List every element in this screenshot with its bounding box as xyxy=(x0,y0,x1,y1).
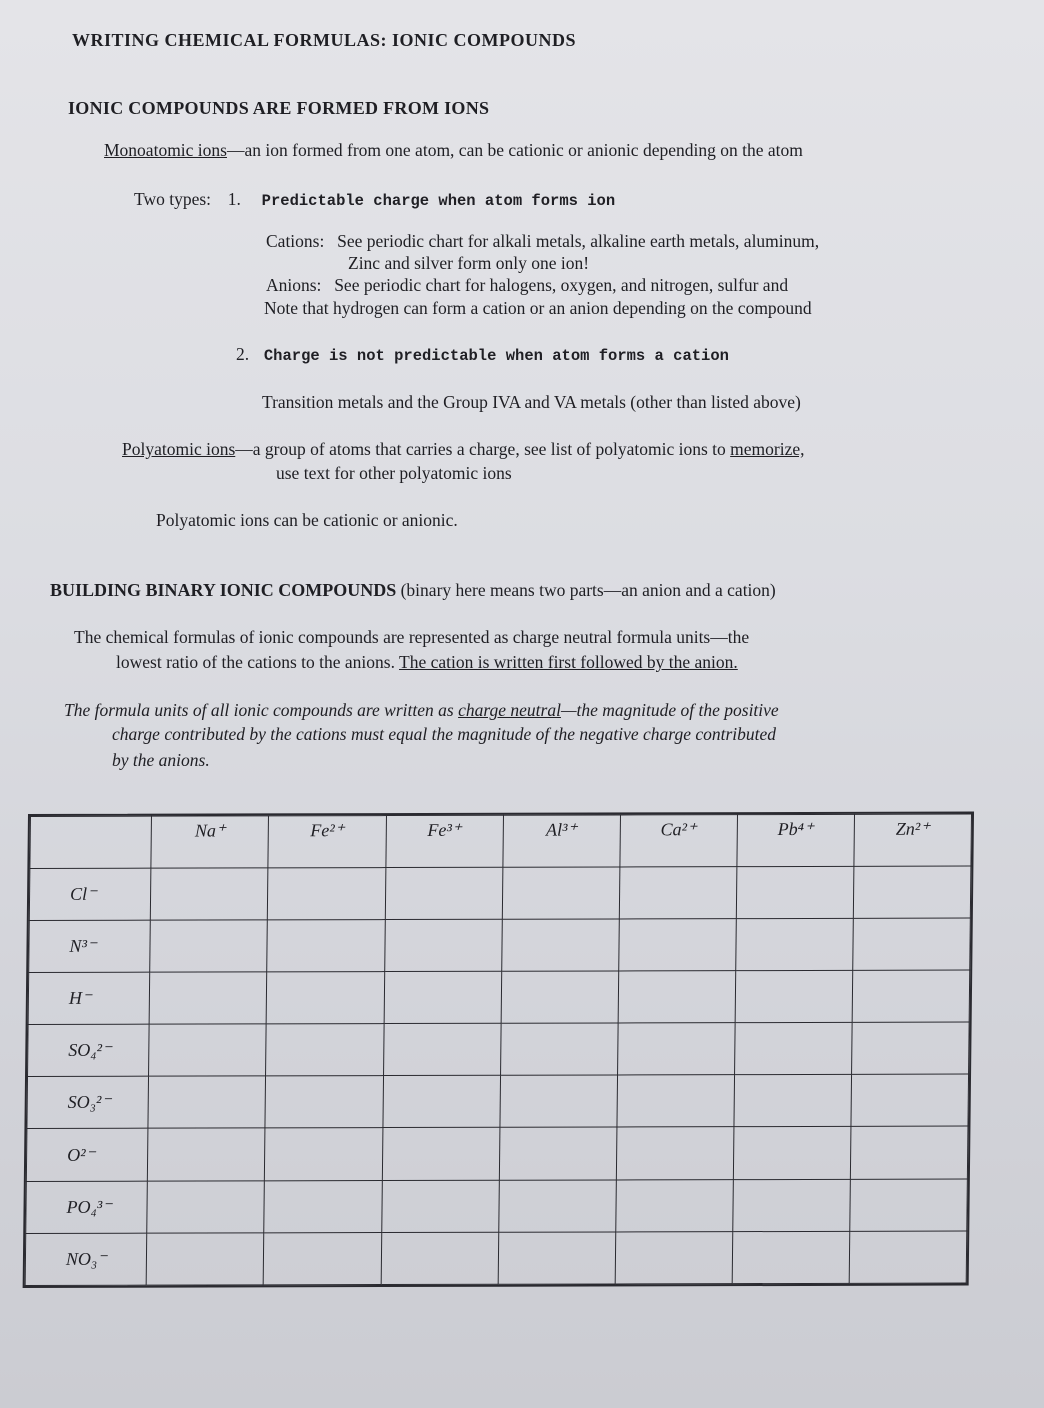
monoatomic-line xyxy=(104,140,803,161)
anions-label: Anions: xyxy=(266,275,322,295)
answer-cell[interactable] xyxy=(735,970,853,1022)
answer-cell[interactable] xyxy=(264,1180,382,1232)
anion-header: SO₄²⁻ xyxy=(28,1024,150,1076)
item2-text: Transition metals and the Group IVA and VA metals (other than listed above) xyxy=(262,392,801,412)
formula-grid xyxy=(25,814,972,1286)
answer-cell[interactable] xyxy=(615,1231,733,1284)
answer-cell[interactable] xyxy=(499,1127,617,1179)
answer-cell[interactable] xyxy=(147,1180,265,1232)
answer-cell[interactable] xyxy=(618,971,736,1023)
answer-cell[interactable] xyxy=(264,1232,382,1285)
answer-cell[interactable] xyxy=(149,972,267,1024)
table-row xyxy=(26,1126,968,1181)
anion-header: Cl⁻ xyxy=(29,868,151,920)
answer-cell[interactable] xyxy=(382,1128,500,1180)
answer-cell[interactable] xyxy=(853,918,971,970)
anion-header: SO₃²⁻ xyxy=(27,1076,149,1128)
section-heading-binary xyxy=(50,580,776,601)
answer-cell[interactable] xyxy=(735,918,853,970)
table-row xyxy=(28,970,970,1025)
binary-heading: BUILDING BINARY IONIC COMPOUNDS xyxy=(50,580,397,600)
answer-cell[interactable] xyxy=(734,1022,852,1074)
table-row xyxy=(28,1022,970,1077)
table-header-row xyxy=(30,814,972,868)
corner-cell xyxy=(30,816,152,868)
answer-cell[interactable] xyxy=(850,1179,968,1231)
answer-cell[interactable] xyxy=(384,919,502,971)
answer-cell[interactable] xyxy=(384,971,502,1023)
anion-header: NO₃⁻ xyxy=(25,1233,147,1286)
table-row xyxy=(26,1179,968,1234)
cation-header: Ca²⁺ xyxy=(620,815,738,867)
anion-header: N³⁻ xyxy=(29,920,151,972)
cation-header: Fe³⁺ xyxy=(385,815,503,867)
para2-line1b: charge neutral xyxy=(458,700,561,720)
cation-header: Na⁺ xyxy=(151,816,269,868)
answer-cell[interactable] xyxy=(852,970,970,1022)
item2-title: Charge is not predictable when atom forms a cation xyxy=(263,347,729,365)
cation-header: Pb⁴⁺ xyxy=(737,814,855,866)
answer-cell[interactable] xyxy=(267,919,385,971)
polyatomic-line2: use text for other polyatomic ions xyxy=(276,463,512,483)
binary-heading-note: (binary here means two parts—an anion and a cation) xyxy=(396,580,776,600)
para1-line1: The chemical formulas of ionic compounds are represented as charge neutral formula units—the xyxy=(74,627,750,647)
answer-cell[interactable] xyxy=(617,1075,735,1127)
memorize-word: memorize, xyxy=(730,439,805,459)
answer-cell[interactable] xyxy=(501,919,619,971)
cations-line2: Zinc and silver form only one ion! xyxy=(348,253,590,273)
answer-cell[interactable] xyxy=(265,1128,383,1180)
answer-cell[interactable] xyxy=(382,1076,500,1128)
answer-cell[interactable] xyxy=(381,1180,499,1232)
answer-cell[interactable] xyxy=(732,1231,850,1284)
cation-header: Fe²⁺ xyxy=(268,816,386,868)
para2-line1 xyxy=(64,700,779,721)
item1-title: Predictable charge when atom forms ion xyxy=(261,192,616,210)
anions-line xyxy=(266,275,788,296)
answer-cell[interactable] xyxy=(619,866,737,918)
cations-text: See periodic chart for alkali metals, alkaline earth metals, aluminum, xyxy=(337,231,820,251)
anion-header: O²⁻ xyxy=(26,1129,148,1181)
answer-cell[interactable] xyxy=(498,1180,616,1232)
answer-cell[interactable] xyxy=(383,1023,501,1075)
answer-cell[interactable] xyxy=(266,1024,384,1076)
anions-text: See periodic chart for halogens, oxygen, and nitrogen, sulfur and xyxy=(334,275,789,295)
answer-cell[interactable] xyxy=(851,1074,969,1126)
polyatomic-definition: —a group of atoms that carries a charge, see list of polyatomic ions to xyxy=(235,439,731,459)
ionic-formula-table xyxy=(23,812,974,1288)
para2-line1c: —the magnitude of the positive xyxy=(560,700,779,720)
cation-header: Al³⁺ xyxy=(503,815,621,867)
table-row xyxy=(29,866,971,921)
monoatomic-definition: —an ion formed from one atom, can be cationic or anionic depending on the atom xyxy=(226,140,803,160)
anion-header: H⁻ xyxy=(28,972,150,1024)
para1-line2 xyxy=(116,652,738,673)
para2-line1a: The formula units of all ionic compounds are written as xyxy=(64,700,459,720)
answer-cell[interactable] xyxy=(268,867,386,919)
table-row xyxy=(25,1231,967,1286)
answer-cell[interactable] xyxy=(265,1076,383,1128)
answer-cell[interactable] xyxy=(734,1075,852,1127)
answer-cell[interactable] xyxy=(150,920,268,972)
para1-line2a: lowest ratio of the cations to the anions. xyxy=(116,652,400,672)
monoatomic-term: Monoatomic ions xyxy=(104,140,227,160)
cation-header: Zn²⁺ xyxy=(854,814,972,866)
answer-cell[interactable] xyxy=(736,866,854,918)
para1-line2b: The cation is written first followed by the anion. xyxy=(399,652,738,672)
section-heading-ions: IONIC COMPOUNDS ARE FORMED FROM IONS xyxy=(68,98,490,118)
answer-cell[interactable] xyxy=(617,1023,735,1075)
answer-cell[interactable] xyxy=(615,1179,733,1231)
answer-cell[interactable] xyxy=(385,867,503,919)
answer-cell[interactable] xyxy=(616,1127,734,1179)
para2-line2: charge contributed by the cations must equal the magnitude of the negative charge contributed xyxy=(112,724,777,744)
item2-number: 2. xyxy=(236,344,250,364)
answer-cell[interactable] xyxy=(498,1232,616,1285)
cations-line xyxy=(266,231,819,252)
answer-cell[interactable] xyxy=(381,1232,499,1285)
answer-cell[interactable] xyxy=(149,1024,267,1076)
answer-cell[interactable] xyxy=(502,867,620,919)
answer-cell[interactable] xyxy=(148,1128,266,1180)
answer-cell[interactable] xyxy=(501,971,619,1023)
answer-cell[interactable] xyxy=(851,1022,969,1074)
anion-header: PO₄³⁻ xyxy=(26,1181,148,1233)
answer-cell[interactable] xyxy=(151,867,269,919)
answer-cell[interactable] xyxy=(849,1231,967,1284)
answer-cell[interactable] xyxy=(618,918,736,970)
answer-cell[interactable] xyxy=(850,1126,968,1178)
answer-cell[interactable] xyxy=(147,1233,265,1286)
polyatomic-line xyxy=(122,439,805,460)
answer-cell[interactable] xyxy=(733,1127,851,1179)
table-row xyxy=(27,1074,969,1129)
polyatomic-term: Polyatomic ions xyxy=(122,439,236,459)
answer-cell[interactable] xyxy=(500,1075,618,1127)
table-row xyxy=(29,918,971,973)
two-types-label: Two types: xyxy=(134,189,212,209)
answer-cell[interactable] xyxy=(733,1179,851,1231)
answer-cell[interactable] xyxy=(148,1076,266,1128)
polyatomic-note: Polyatomic ions can be cationic or anionic. xyxy=(156,510,458,530)
answer-cell[interactable] xyxy=(267,971,385,1023)
para2-line3: by the anions. xyxy=(112,750,210,770)
answer-cell[interactable] xyxy=(853,866,971,918)
two-types-line xyxy=(134,189,615,210)
item2-line xyxy=(236,344,729,365)
hydrogen-note: Note that hydrogen can form a cation or an anion depending on the compound xyxy=(264,298,812,318)
item1-number: 1. xyxy=(227,189,241,209)
answer-cell[interactable] xyxy=(500,1023,618,1075)
page-title: WRITING CHEMICAL FORMULAS: IONIC COMPOUNDS xyxy=(72,30,577,50)
cations-label: Cations: xyxy=(266,231,325,251)
